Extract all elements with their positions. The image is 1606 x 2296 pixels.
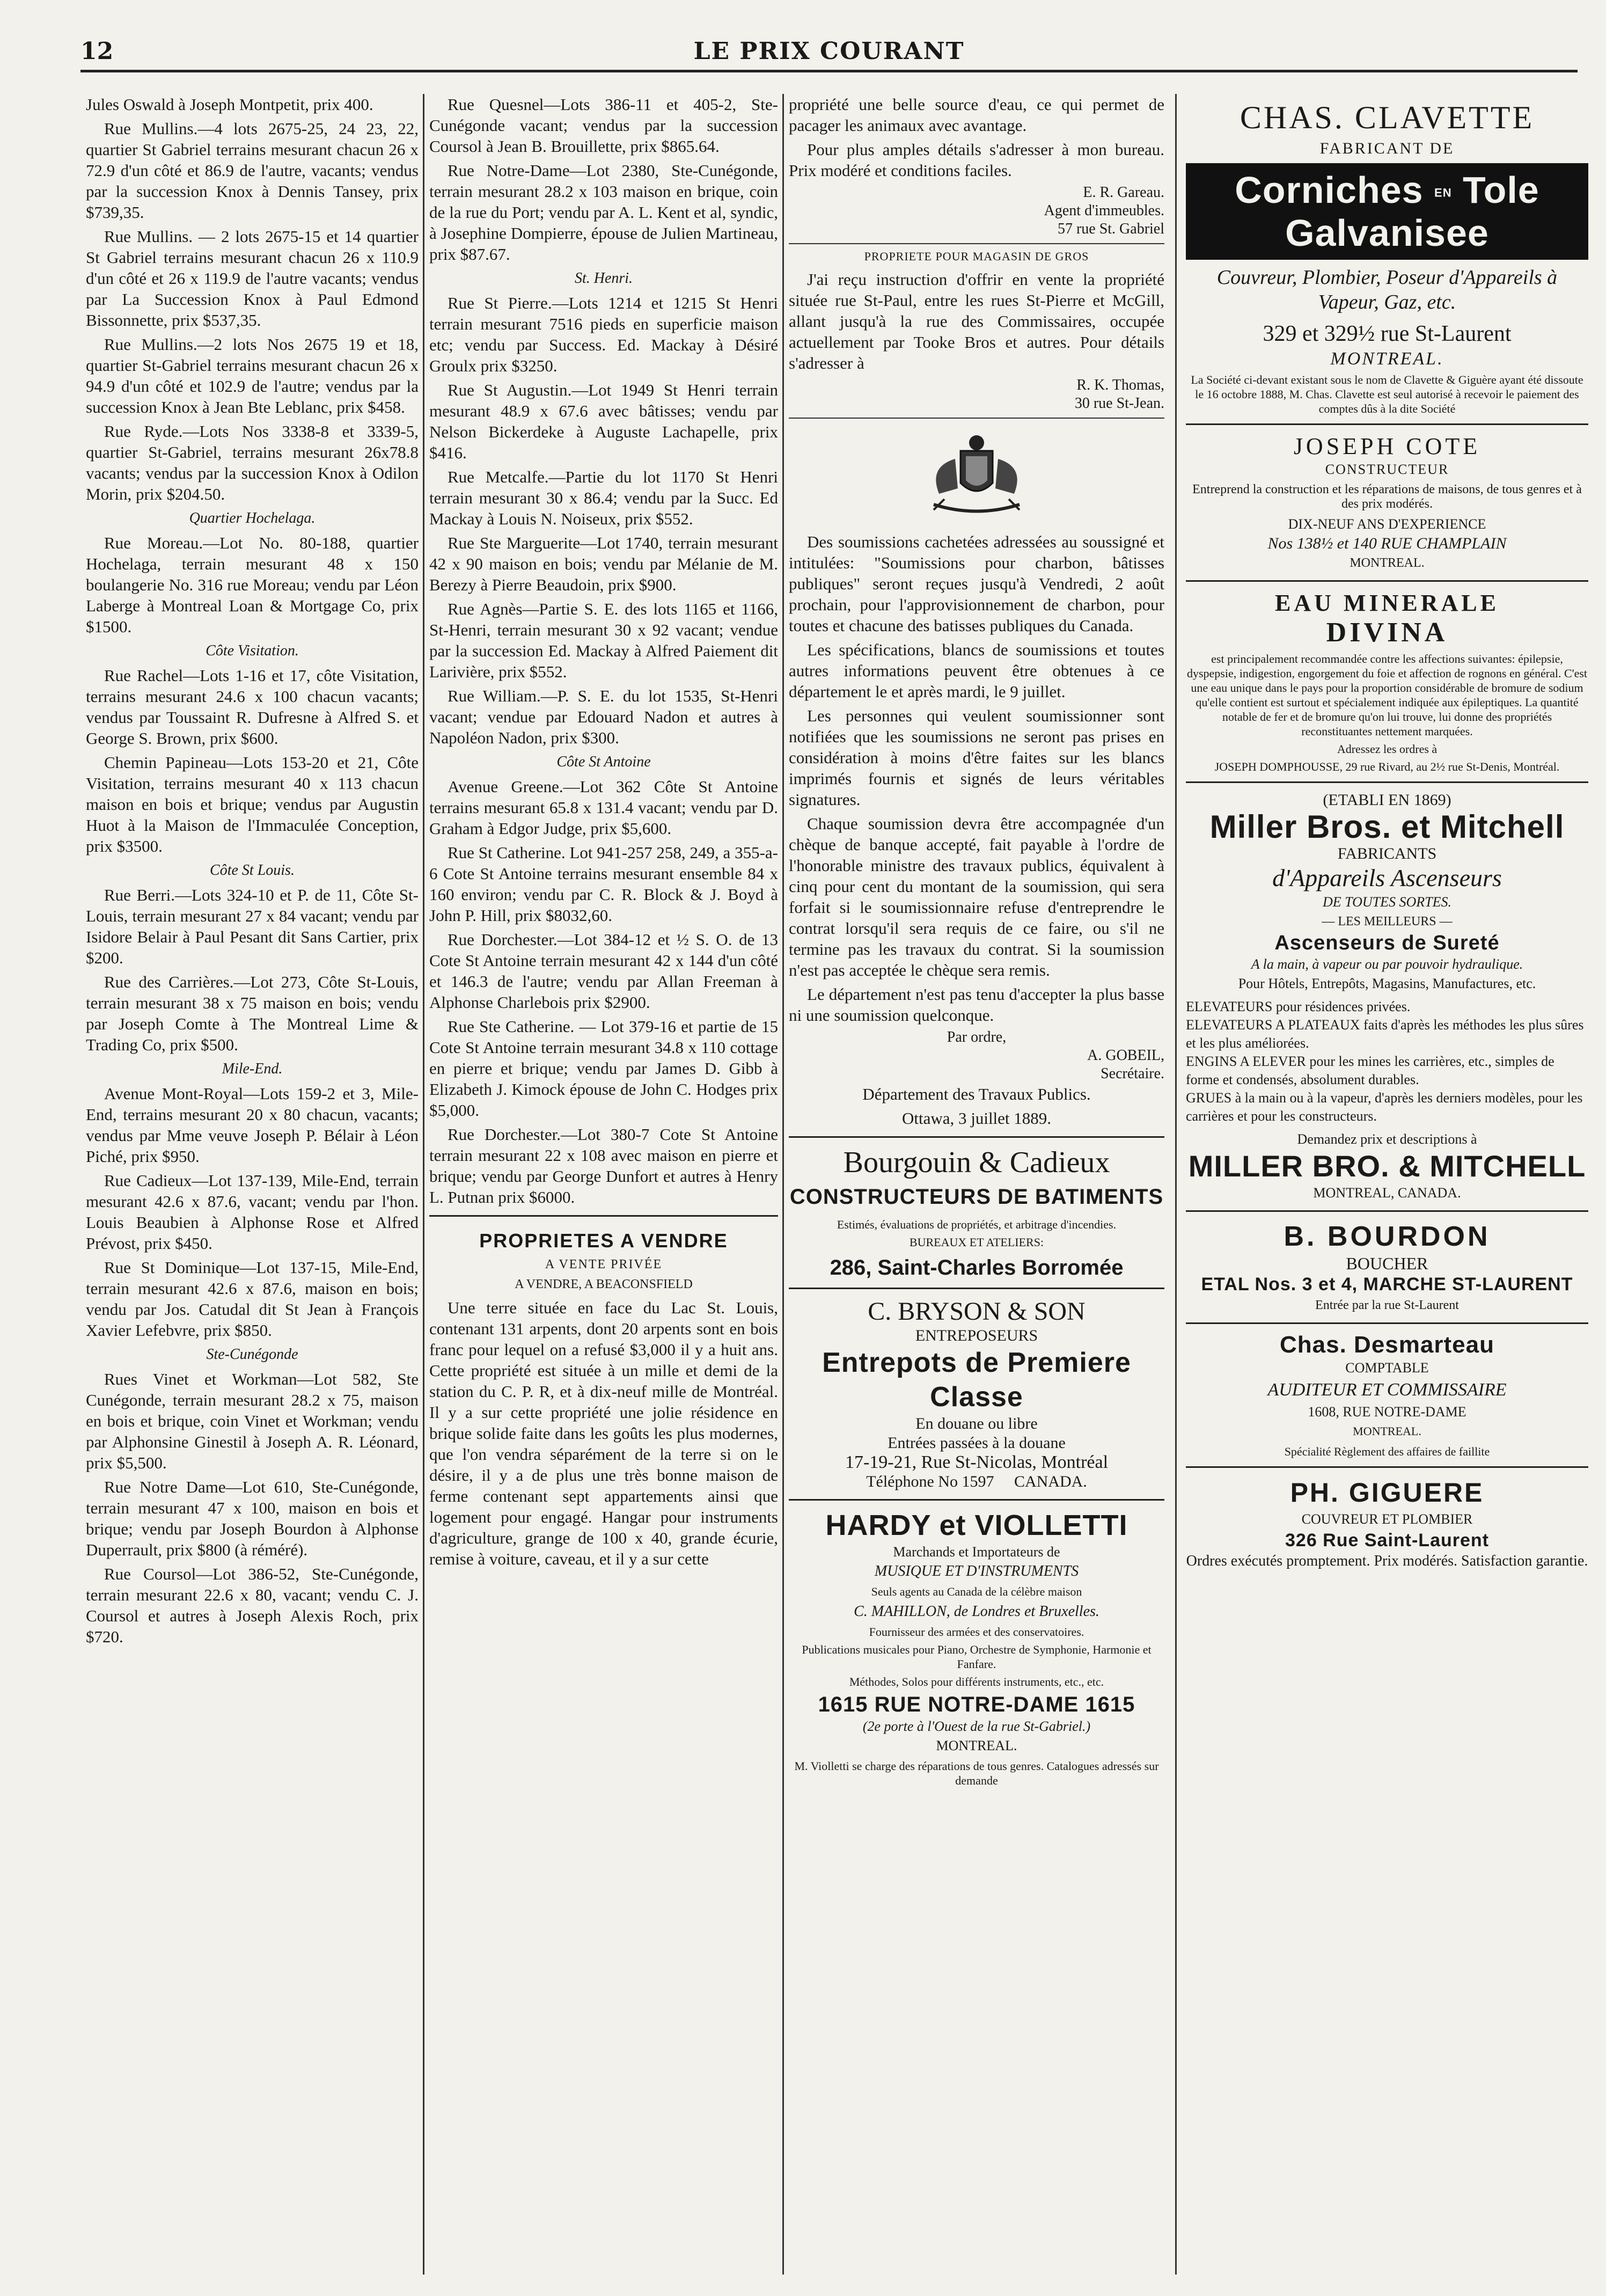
- ad-banner: [1186, 163, 1588, 260]
- ad-bourdon: [1186, 1219, 1588, 1315]
- ad-title: JOSEPH COTE: [1293, 433, 1481, 459]
- ad-address: 1615 RUE NOTRE-DAME 1615: [818, 1693, 1135, 1716]
- signature: E. R. Gareau.: [1083, 184, 1164, 201]
- ad-address: 329 et 329½ rue St-Laurent: [1263, 321, 1512, 346]
- ad-text: [789, 1472, 1164, 1491]
- listing: Chaque soumission devra être accompagnée d'un chèque de banque accepté, fait payable à l'ordre de l'honorable ministre des travaux publics, équivalent à cinq pour cent du montant de la soumission, qui sera forfait si le soumissionnaire refuse d'entreprendre le contrat lorsqu'il sera requis de ce faire, ou s'il ne termine pas les travaux du contrat. Si la soumission n'est pas acceptée le chèque sera remis.: [789, 814, 1164, 979]
- listing: Des soumissions cachetées adressées au soussigné et intitulées: "Soumissions pour charbon, bâtisses publiques" seront reçues jusqu'à Vendredi, 2 août prochain, pour l'approvisionnement de charbon, pour toutes et chacune des batisses publiques du Canada.: [789, 532, 1164, 635]
- signature: Secrétaire.: [1101, 1065, 1164, 1082]
- section-title: PROPRIETES A VENDRE: [479, 1230, 728, 1252]
- listing: Rue Moreau.—Lot No. 80-188, quartier Hochelaga, terrain mesurant 48 x 150 boulangerie No. 316 rue Moreau; vendu par Léon Laberge à Montreal Loan & Mortgage Co, prix $1500.: [86, 533, 419, 636]
- ad-city: MONTREAL.: [936, 1738, 1017, 1753]
- ad-text: Entreprend la construction et les réparations de maisons, de tous genres et à des prix modérés.: [1192, 482, 1582, 511]
- ad-eau-minerale: [1186, 589, 1588, 774]
- signature: 30 rue St-Jean.: [1074, 395, 1164, 412]
- ad-giguere: [1186, 1475, 1588, 1571]
- ad-subtitle: COUVREUR ET PLOMBIER: [1301, 1511, 1473, 1527]
- ad-hardy-violletti: [789, 1508, 1164, 1788]
- ad-clavette: [1186, 99, 1588, 416]
- divider: [1186, 423, 1588, 425]
- listing: Une terre située en face du Lac St. Louis, contenant 131 arpents, dont 20 arpents sont en bois franc pour lequel on a refusé $3,000 il y a huit ans. Cette propriété est située à un mille et demi de la station du C. P. R, et à dix-neuf mille de Montréal. Il y a sur cette propriété une jolie résidence en brique solide faite dans les goûts les plus modernes, que l'on vendra séparément de la terre si on le désire, il y a de plus une très bonne maison de ferme contenant sept appartements ainsi que logement pour engagé. Hangar pour instruments d'agriculture, grange de 100 x 40, grande écurie, remise à voiture, caveau, et il y a sur cette: [429, 1298, 778, 1568]
- divider: [789, 418, 1164, 419]
- ad-banner-text: Corniches: [1235, 169, 1424, 211]
- ad-text: (2e porte à l'Ouest de la rue St-Gabriel.): [862, 1719, 1091, 1734]
- ad-subtitle: COMPTABLE: [1345, 1360, 1429, 1376]
- ad-bourgouin-cadieux: [789, 1145, 1164, 1280]
- listing: Rue St Dominique—Lot 137-15, Mile-End, terrain mesurant 42.6 x 87.6, maison en bois; vendu par Jos. Catudal dit St Jean à François Xavier Lefebvre, prix $850.: [86, 1258, 419, 1340]
- listing: Rue St Catherine. Lot 941-257 258, 249, a 355-a-6 Cote St Antoine terrains mesurant ensemble 84 x 160 environ; vendu par C. R. Block & J. Boyd à John P. Hill, prix $8032,60.: [429, 843, 778, 925]
- divider: [1186, 1322, 1588, 1324]
- ad-title: PH. GIGUERE: [1290, 1478, 1484, 1508]
- column-1: [86, 94, 419, 2275]
- ad-text: Spécialité Règlement des affaires de faillite: [1284, 1445, 1490, 1458]
- column-rule: [782, 94, 784, 2275]
- ad-text: Couvreur, Plombier, Poseur d'Appareils à Vapeur, Gaz, etc.: [1216, 266, 1558, 313]
- signature: A. GOBEIL,: [1087, 1047, 1164, 1064]
- divider: [1186, 580, 1588, 582]
- ad-subtitle: MUSIQUE ET D'INSTRUMENTS: [874, 1563, 1079, 1580]
- listing: Rue St Augustin.—Lot 1949 St Henri terrain mesurant 48.9 x 67.6 avec bâtisses; vendu par Nelson Bickerdeke à Auguste Lachapelle, prix $416.: [429, 381, 778, 462]
- ad-text: Ordres exécutés promptement. Prix modérés. Satisfaction garantie.: [1186, 1553, 1588, 1569]
- listing: Pour plus amples détails s'adresser à mon bureau. Prix modéré et conditions faciles.: [789, 140, 1164, 180]
- listing: Le département n'est pas tenu d'accepter la plus basse ni une soumission quelconque.: [789, 985, 1164, 1025]
- ad-title: B. BOURDON: [1284, 1221, 1491, 1252]
- ad-text: En douane ou libre: [915, 1415, 1038, 1432]
- signature: 57 rue St. Gabriel: [1057, 221, 1164, 237]
- listing: Rue Berri.—Lots 324-10 et P. de 11, Côte St-Louis, terrain mesurant 27 x 84 vacant; vendu par Isidore Belair à Paul Pesant dit Sans Cartier, prix $200.: [86, 886, 419, 967]
- listing: Département des Travaux Publics.: [862, 1085, 1091, 1103]
- listing: Rue Coursol—Lot 386-52, Ste-Cunégonde, terrain mesurant 22.6 x 80, vacant; vendu C. J. Coursol et autres à Joseph Alexis Roch, prix $720.: [86, 1564, 419, 1646]
- listing: Rue des Carrières.—Lot 273, Côte St-Louis, terrain mesurant 38 x 75 maison en bois; vendu par Joseph Comte à The Montreal Lime & Trading Co, prix $500.: [86, 972, 419, 1054]
- ad-address: Nos 138½ et 140 RUE CHAMPLAIN: [1267, 535, 1507, 552]
- ad-text: Entrées passées à la douane: [888, 1434, 1066, 1452]
- ad-city: MONTREAL.: [1350, 556, 1425, 570]
- divider: [1186, 1210, 1588, 1212]
- ad-headline: Ascenseurs de Sureté: [1274, 932, 1500, 954]
- ad-subtitle: FABRICANT DE: [1319, 140, 1455, 157]
- divider: [789, 1288, 1164, 1289]
- listing: Avenue Greene.—Lot 362 Côte St Antoine terrains mesurant 65.8 x 131.4 vacant; vendu par D. Graham à Edgor Judge, prix $5,600.: [429, 777, 778, 838]
- listing: Rue Metcalfe.—Partie du lot 1170 St Henri terrain mesurant 30 x 86.4; vendu par la Succ. Ed Mackay à Louis N. Noiseux, prix $552.: [429, 467, 778, 528]
- ad-subtitle: BOUCHER: [1346, 1254, 1428, 1273]
- subheading: PROPRIETE POUR MAGASIN DE GROS: [864, 250, 1089, 263]
- ad-text: — LES MEILLEURS —: [1322, 915, 1453, 928]
- listing: Les personnes qui veulent soumissionner sont notifiées que les soumissions ne seront pas prises en considération à moins d'être faites sur les blancs imprimés fournis et signés de leurs véritables signatures.: [789, 706, 1164, 809]
- ad-text: JOSEPH DOMPHOUSSE, 29 rue Rivard, au 2½ rue St-Denis, Montréal.: [1214, 760, 1560, 773]
- listing: Rue St Pierre.—Lots 1214 et 1215 St Henri terrain mesurant 7516 pieds en superficie maison etc; vendu par Success. Ed. Mackay à Désiré Groulx prix $3250.: [429, 294, 778, 375]
- ad-text: Demandez prix et descriptions à: [1297, 1131, 1477, 1147]
- section-heading: Côte St Antoine: [556, 754, 651, 770]
- ad-headline: MILLER BRO. & MITCHELL: [1188, 1149, 1586, 1183]
- listing: Rue Dorchester.—Lot 384-12 et ½ S. O. de 13 Cote St Antoine terrain mesurant 42 x 144 d'un côté et 146.3 de l'autre; vendu par Allan Freeman à Alphonse Charlebois prix $2900.: [429, 930, 778, 1012]
- listing: J'ai reçu instruction d'offrir en vente la propriété située rue St-Paul, entre les rues St-Pierre et McGill, allant jusqu'à la rue des Commissaires, occupée actuellement par Tooke Bros et autres. Pour détails s'adresser à: [789, 270, 1164, 372]
- ad-text: (ETABLI EN 1869): [1323, 791, 1451, 809]
- ad-title: Bourgouin & Cadieux: [843, 1146, 1110, 1179]
- divider: [1186, 1466, 1588, 1468]
- ad-text: AUDITEUR ET COMMISSAIRE: [1267, 1380, 1507, 1400]
- ad-subtitle: FABRICANTS: [1337, 845, 1437, 862]
- divider: [789, 243, 1164, 244]
- listing: Rue Ste Catherine. — Lot 379-16 et partie de 15 Cote St Antoine terrain mesurant 34.8 x 110 cottage en pierre et brique; vendu par James D. Gibb à Elizabeth J. Kimock épouse de John C. Hodges prix $5,000.: [429, 1017, 778, 1120]
- ad-title: Miller Bros. et Mitchell: [1209, 809, 1565, 845]
- signature: Par ordre,: [947, 1029, 1007, 1045]
- ad-text: Publications musicales pour Piano, Orchestre de Symphonie, Harmonie et Fanfare.: [802, 1643, 1152, 1671]
- ad-address: 326 Rue Saint-Laurent: [1285, 1530, 1489, 1551]
- listing: Rue Notre-Dame—Lot 2380, Ste-Cunégonde, terrain mesurant 28.2 x 103 maison en brique, coin de la rue du Port; vendu par A. L. Kent et al, syndic, à Josephine Dompierre, épouse de Julien Martineau, prix $87.67.: [429, 161, 778, 264]
- ad-text: GRUES à la main ou à la vapeur, d'après les derniers modèles, pour les carrières et pour les constructeurs.: [1186, 1090, 1583, 1124]
- signature: R. K. Thomas,: [1076, 377, 1164, 393]
- listing: Rue Mullins.—4 lots 2675-25, 24 23, 22, quartier St Gabriel terrains mesurant chacun 26 x 72.9 d'un côté et 86.9 de l'autre, vacants; vendus par la succession Knox à Dennis Tansey, prix $739,35.: [86, 119, 419, 222]
- listing: Rue William.—P. S. E. du lot 1535, St-Henri vacant; vendue par Edouard Nadon et autres à Napoléon Nadon, prix $300.: [429, 686, 778, 747]
- ad-headline: Entrepots de Premiere Classe: [822, 1347, 1131, 1413]
- ad-title: C. BRYSON & SON: [868, 1297, 1086, 1326]
- ad-desmarteau: [1186, 1332, 1588, 1459]
- ad-text: Estimés, évaluations de propriétés, et arbitrage d'incendies.: [837, 1218, 1117, 1231]
- ad-city: MONTREAL, CANADA.: [1313, 1185, 1461, 1201]
- ad-joseph-cote: [1186, 433, 1588, 573]
- column-rule: [423, 94, 424, 2275]
- listing: Jules Oswald à Joseph Montpetit, prix 400.: [86, 95, 373, 114]
- ad-text: Entrée par la rue St-Laurent: [1315, 1298, 1459, 1312]
- ad-address: 286, Saint-Charles Borromée: [830, 1256, 1124, 1279]
- ad-title: DIVINA: [1326, 617, 1448, 648]
- column-2: [429, 94, 778, 2275]
- ad-phone: Téléphone No 1597: [866, 1473, 994, 1490]
- section-heading: Mile-End.: [222, 1061, 283, 1077]
- divider: [789, 1499, 1164, 1501]
- ad-text: ELEVATEURS pour résidences privées.: [1186, 999, 1411, 1014]
- ad-text: Fournisseur des armées et des conservatoires.: [869, 1625, 1084, 1639]
- section-heading: Côte St Louis.: [210, 862, 295, 879]
- ad-text: DE TOUTES SORTES.: [1322, 894, 1452, 910]
- ad-city: MONTREAL.: [1353, 1424, 1421, 1438]
- ad-text: M. Violletti se charge des réparations de tous genres. Catalogues adressés sur demande: [794, 1759, 1159, 1787]
- ad-miller-bros: [1186, 791, 1588, 1203]
- divider: [789, 1136, 1164, 1138]
- listing: Rue Dorchester.—Lot 380-7 Cote St Antoine terrain mesurant 22 x 108 avec maison en pierre et brique; vendu par George Dunfort et autres à Henry L. Putnan prix $6000.: [429, 1125, 778, 1207]
- listing: Rue Ste Marguerite—Lot 1740, terrain mesurant 42 x 90 maison en bois; vendu par Mélanie de M. Berezy à Pierre Beaudoin, prix $900.: [429, 533, 778, 594]
- ad-text: ELEVATEURS A PLATEAUX faits d'après les méthodes les plus sûres et les plus améliorées.: [1186, 1017, 1584, 1051]
- listing: Rue Mullins.—2 lots Nos 2675 19 et 18, quartier St-Gabriel terrains mesurant chacun 26 x 94.9 d'un côté et 102.9 de l'autre; vendus par la succession Knox à Jean Bte Leblanc, prix $458.: [86, 335, 419, 416]
- ad-bryson: [789, 1297, 1164, 1491]
- section-heading: Côte Visitation.: [206, 642, 299, 659]
- ad-city: MONTREAL.: [1330, 349, 1444, 369]
- section-heading: Quartier Hochelaga.: [189, 510, 316, 527]
- column-3: [789, 94, 1164, 2275]
- subheading: A VENTE PRIVÉE: [545, 1257, 663, 1271]
- ad-subtitle: CONSTRUCTEUR: [1325, 462, 1449, 477]
- listing: Rue Mullins. — 2 lots 2675-15 et 14 quartier St Gabriel terrains mesurant chacun 26 x 110.9 d'un côté et 26 x 119.9 de l'autre vacants; vendus par La Succession Knox à Paul Edmond Bissonnette, prix $537,35.: [86, 227, 419, 330]
- ad-title: CHAS. CLAVETTE: [1240, 100, 1535, 135]
- listing: propriété une belle source d'eau, ce qui permet de pacager les animaux avec avantage.: [789, 95, 1164, 135]
- ad-title: Chas. Desmarteau: [1280, 1332, 1494, 1358]
- listing: Chemin Papineau—Lots 153-20 et 21, Côte Visitation, terrains mesurant 40 x 113 chacun maison en bois et brique; vendus par Augustin Huot à la Maison de l'Immaculée Conception, prix $3500.: [86, 753, 419, 855]
- ad-text: Pour Hôtels, Entrepôts, Magasins, Manufactures, etc.: [1238, 976, 1536, 991]
- ad-title: HARDY et VIOLLETTI: [825, 1509, 1128, 1541]
- ad-text: DIX-NEUF ANS D'EXPERIENCE: [1288, 516, 1486, 532]
- listing: Avenue Mont-Royal—Lots 159-2 et 3, Mile-End, terrains mesurant 20 x 80 chacun, vacants; vendus par Mme veuve Joseph P. Bélair à Léon Piché, prix $950.: [86, 1084, 419, 1166]
- ad-text: C. MAHILLON, de Londres et Bruxelles.: [854, 1603, 1099, 1620]
- listing: Rues Vinet et Workman—Lot 582, Ste Cunégonde, terrain mesurant 28.2 x 75, maison en bois et brique, coin Vinet et Workman; vendu par Alphonsine Ginestil à Joseph A. R. Léonard, prix $5,500.: [86, 1370, 419, 1472]
- listing: Rue Agnès—Partie S. E. des lots 1165 et 1166, St-Henri, terrain mesurant 30 x 92 vacant; vendue par la succession Ed. Mackay à Alfred Paiement dit Larivière, prix $552.: [429, 599, 778, 681]
- ad-text: Seuls agents au Canada de la célèbre maison: [871, 1585, 1082, 1598]
- listing: Rue Rachel—Lots 1-16 et 17, côte Visitation, terrains mesurant 24.6 x 100 chacun vacants; vendus par Toussaint R. Dufresne à Alfred S. et George S. Brown, prix $600.: [86, 666, 419, 748]
- listing: Rue Ryde.—Lots Nos 3338-8 et 3339-5, quartier St-Gabriel, terrains mesurant 26x78.8 vacants; vendus par la succession Knox à Odilon Morin, prix $204.50.: [86, 422, 419, 503]
- column-4: [1186, 94, 1588, 2275]
- ad-title: EAU MINERALE: [1275, 590, 1499, 616]
- section-heading: Ste-Cunégonde: [206, 1346, 298, 1363]
- listing: Rue Quesnel—Lots 386-11 et 405-2, Ste-Cunégonde vacant; vendus par la succession Coursol à Jean B. Brouillette, prix $865.64.: [429, 95, 778, 156]
- ad-text: Adressez les ordres à: [1337, 742, 1438, 756]
- ad-banner-text: EN: [1434, 186, 1452, 200]
- ad-text: A la main, à vapeur ou par pouvoir hydraulique.: [1251, 956, 1523, 972]
- ad-address: 17-19-21, Rue St-Nicolas, Montréal: [845, 1452, 1109, 1472]
- ad-text: ENGINS A ELEVER pour les mines les carrières, etc., simples de forme et condensés, absolument durables.: [1186, 1054, 1554, 1087]
- listing: Rue Cadieux—Lot 137-139, Mile-End, terrain mesurant 42.6 x 87.6, vacant; vendu par l'hon. Louis Beaubien à Alphonse Rose et Alfred Prévost, prix $450.: [86, 1171, 419, 1253]
- ad-text: est principalement recommandée contre les affections suivantes: épilepsie, dyspepsie, indigestion, engorgement du foie et affection de rognons en général. C'est une eau unique dans le pays pour la proportion considérable de bromure de sodium qu'elle contient est surtout et spécialement indiquée aux épileptiques. La quantité notable de fer et de bromure qu'on lui trouve, lui donne des propriétés reconstituantes nettement marquées.: [1186, 652, 1588, 738]
- page-header: [80, 32, 1578, 72]
- ad-text: Méthodes, Solos pour différents instruments, etc., etc.: [849, 1675, 1104, 1688]
- divider: [1186, 781, 1588, 783]
- signature: Agent d'immeubles.: [1044, 202, 1164, 219]
- page-number: 12: [80, 38, 114, 65]
- ad-address: ETAL Nos. 3 et 4, MARCHE ST-LAURENT: [1201, 1274, 1573, 1295]
- ad-subtitle: CONSTRUCTEURS DE BATIMENTS: [789, 1185, 1164, 1209]
- column-rule: [1175, 94, 1177, 2275]
- listing: Les spécifications, blancs de soumissions et toutes autres informations peuvent être obtenues à ce département le et après mardi, le 9 juillet.: [789, 640, 1164, 701]
- listing: Ottawa, 3 juillet 1889.: [901, 1109, 1052, 1128]
- ad-text: La Société ci-devant existant sous le nom de Clavette & Giguère ayant été dissoute le 16 octobre 1888, M. Chas. Clavette est seul autorisé à recevoir le paiement des comptes dûs à la dite Société: [1191, 373, 1583, 415]
- ad-city: CANADA.: [1014, 1473, 1087, 1490]
- ad-text: d'Appareils Ascenseurs: [1272, 864, 1502, 891]
- ad-banner-text: Tole Galvanisee: [1285, 169, 1539, 254]
- ad-address: 1608, RUE NOTRE-DAME: [1308, 1404, 1466, 1420]
- coat-of-arms-icon: [907, 429, 1046, 521]
- subheading: A VENDRE, A BEACONSFIELD: [515, 1277, 693, 1291]
- newspaper-title: LE PRIX COURANT: [693, 38, 965, 65]
- ad-subtitle: ENTREPOSEURS: [915, 1327, 1038, 1344]
- ad-text: BUREAUX ET ATELIERS:: [909, 1235, 1044, 1249]
- listing: Rue Notre Dame—Lot 610, Ste-Cunégonde, terrain mesurant 47 x 100, maison en bois et brique; vendu par Joseph Bourdon à Alphonse Duperrault, prix $800 (à réméré).: [86, 1478, 419, 1559]
- divider: [429, 1215, 778, 1217]
- ad-subtitle: Marchands et Importateurs de: [893, 1544, 1060, 1560]
- section-heading: St. Henri.: [574, 270, 633, 287]
